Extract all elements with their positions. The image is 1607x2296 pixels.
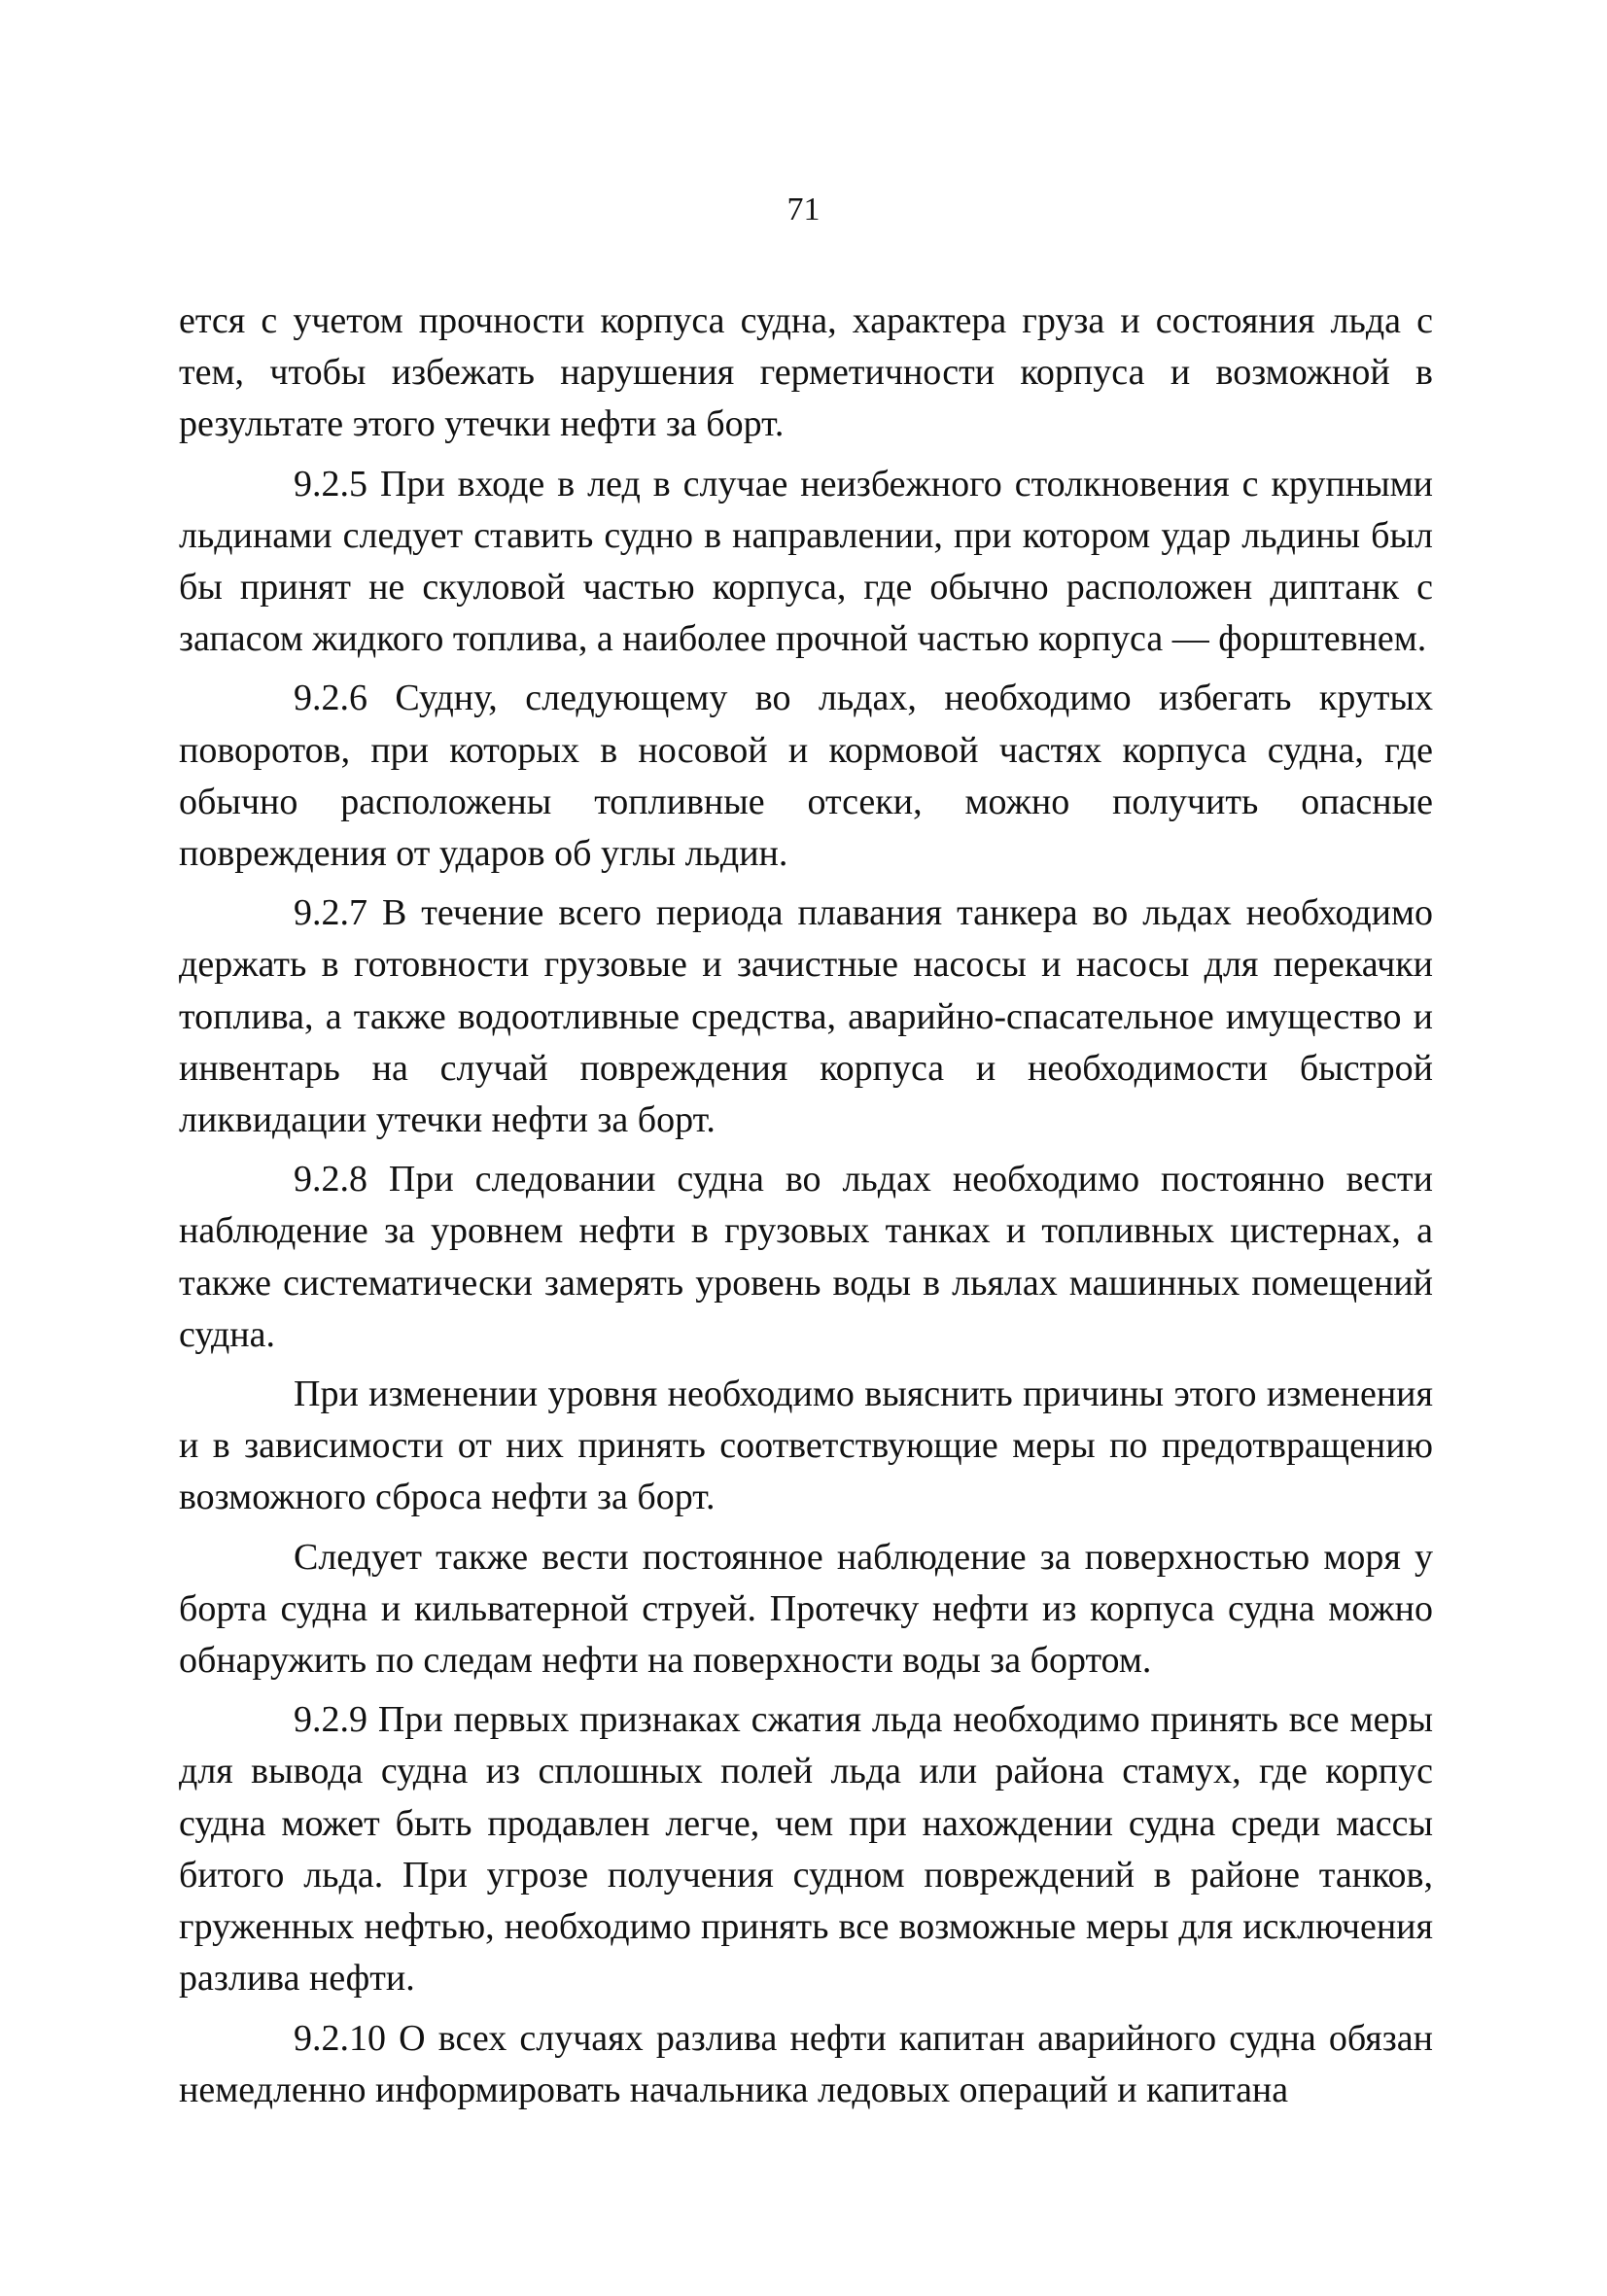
paragraph-level-change: При изменении уровня необходимо выяснить причины этого изменения и в зависимости от них принять соответствующие меры по предотвращению возможного сброса нефти за борт.: [179, 1374, 1433, 1518]
page-number: 71: [786, 191, 821, 227]
paragraph-9-2-7: 9.2.7 В течение всего периода плавания танкера во льдах необходимо держать в готовности грузовые и зачистные насосы и насосы для перекачки топлива, а также водоотливные средства, аварийно-спасательное имущество и инвентарь на случай повреждения корпуса и необходимости быстрой ликвидации утечки нефти за борт.: [179, 892, 1433, 1141]
body-text: [179, 296, 1433, 2116]
paragraph-continuation: ется с учетом прочности корпуса судна, характера груза и состояния льда с тем, чтобы избежать нарушения герметичности корпуса и возможной в результате этого утечки нефти за борт.: [179, 300, 1433, 445]
paragraph-9-2-8: 9.2.8 При следовании судна во льдах необходимо постоянно вести наблюдение за уровнем нефти в грузовых танках и топливных цистернах, а также систематически замерять уровень воды в льялах машинных помещений судна.: [179, 1159, 1433, 1355]
paragraph-9-2-6: 9.2.6 Судну, следующему во льдах, необходимо избегать крутых поворотов, при которых в носовой и кормовой частях корпуса судна, где обычно расположены топливные отсеки, можно получить опасные повреждения от ударов об углы льдин.: [179, 678, 1433, 875]
paragraph-9-2-10: 9.2.10 О всех случаях разлива нефти капитан аварийного судна обязан немедленно информировать начальника ледовых операций и капитана: [179, 2017, 1433, 2110]
paragraph-9-2-5: 9.2.5 При входе в лед в случае неизбежного столкновения с крупными льдинами следует ставить судно в направлении, при котором удар льдины был бы принят не скуловой частью корпуса, где обычно расположен диптанк с запасом жидкого топлива, а наиболее прочной частью корпуса — форштевнем.: [179, 463, 1433, 660]
paragraph-9-2-9: 9.2.9 При первых признаках сжатия льда необходимо принять все меры для вывода судна из сплошных полей льда или района стамух, где корпус судна может быть продавлен легче, чем при нахождении судна среди массы битого льда. При угрозе получения судном повреждений в районе танков, груженных нефтью, необходимо принять все возможные меры для исключения разлива нефти.: [179, 1699, 1433, 2000]
paragraph-observation: Следует также вести постоянное наблюдение за поверхностью моря у борта судна и кильватерной струей. Протечку нефти из корпуса судна можно обнаружить по следам нефти на поверхности воды за бортом.: [179, 1536, 1433, 1682]
